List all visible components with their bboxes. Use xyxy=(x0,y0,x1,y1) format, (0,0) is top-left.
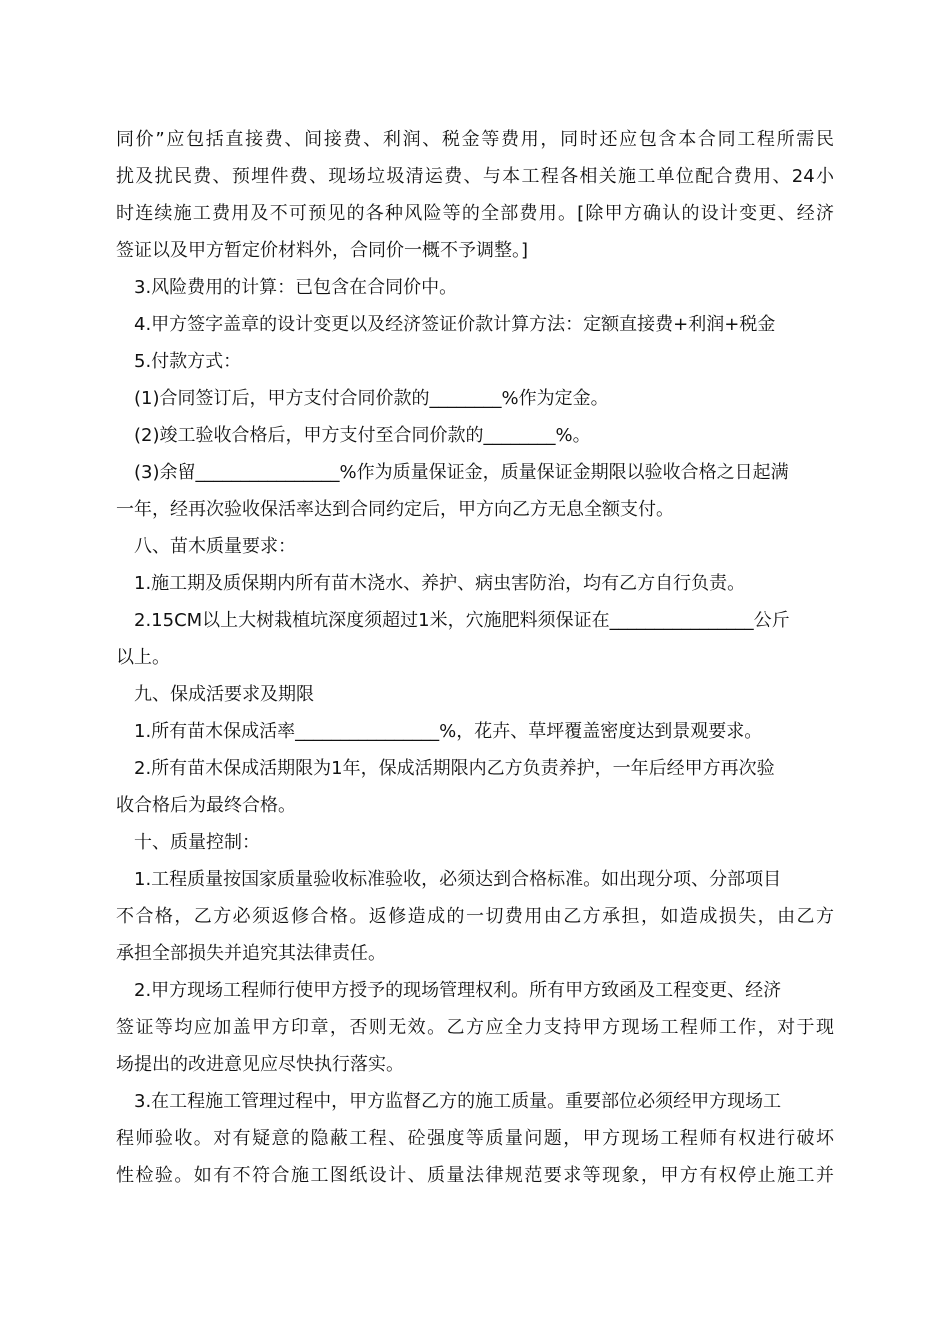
text-line: 场提出的改进意见应尽快执行落实。 xyxy=(116,1054,404,1075)
text-line: 签证等均应加盖甲方印章，否则无效。乙方应全力支持甲方现场工程师工作，对于现 xyxy=(116,1017,834,1038)
text-line: 1.所有苗木保成活率________________%，花卉、草坪覆盖密度达到景观要求。 xyxy=(134,721,763,742)
text-line: 以上。 xyxy=(116,647,170,668)
text-line: (1)合同签订后，甲方支付合同价款的________%作为定金。 xyxy=(134,388,609,409)
text-line: 程师验收。对有疑意的隐蔽工程、砼强度等质量问题，甲方现场工程师有权进行破坏 xyxy=(116,1128,834,1149)
text-line: 2.15CM以上大树栽植坑深度须超过1米，穴施肥料须保证在________________公斤 xyxy=(134,610,790,631)
text-line: 3.在工程施工管理过程中，甲方监督乙方的施工质量。重要部位必须经甲方现场工 xyxy=(134,1091,782,1112)
text-line: 一年，经再次验收保活率达到合同约定后，甲方向乙方无息全额支付。 xyxy=(116,499,674,520)
text-line: 收合格后为最终合格。 xyxy=(116,795,296,816)
section-heading: 八、苗木质量要求： xyxy=(134,536,296,557)
text-line: 签证以及甲方暂定价材料外，合同价一概不予调整。] xyxy=(116,240,529,261)
text-line: 时连续施工费用及不可预见的各种风险等的全部费用。[除甲方确认的设计变更、经济 xyxy=(116,203,834,224)
text-line: 1.工程质量按国家质量验收标准验收，必须达到合格标准。如出现分项、分部项目 xyxy=(134,869,782,890)
text-line: 不合格，乙方必须返修合格。返修造成的一切费用由乙方承担，如造成损失，由乙方 xyxy=(116,906,834,927)
text-line: (2)竣工验收合格后，甲方支付至合同价款的________%。 xyxy=(134,425,591,446)
text-line: 1.施工期及质保期内所有苗木浇水、养护、病虫害防治，均有乙方自行负责。 xyxy=(134,573,746,594)
text-line: 性检验。如有不符合施工图纸设计、质量法律规范要求等现象，甲方有权停止施工并 xyxy=(116,1165,834,1186)
text-line: (3)余留________________%作为质量保证金，质量保证金期限以验收合格之日起满 xyxy=(134,462,789,483)
text-line: 2.甲方现场工程师行使甲方授予的现场管理权利。所有甲方致函及工程变更、经济 xyxy=(134,980,782,1001)
text-line: 5.付款方式： xyxy=(134,351,242,372)
text-line: 承担全部损失并追究其法律责任。 xyxy=(116,943,386,964)
text-line: 3.风险费用的计算：已包含在合同价中。 xyxy=(134,277,458,298)
text-line: 同价”应包括直接费、间接费、利润、税金等费用，同时还应包含本合同工程所需民 xyxy=(116,129,834,150)
section-heading: 九、保成活要求及期限 xyxy=(134,684,314,705)
text-line: 4.甲方签字盖章的设计变更以及经济签证价款计算方法：定额直接费+利润+税金 xyxy=(134,314,776,335)
section-heading: 十、质量控制： xyxy=(134,832,260,853)
text-line: 扰及扰民费、预埋件费、现场垃圾清运费、与本工程各相关施工单位配合费用、24小 xyxy=(116,166,834,187)
text-line: 2.所有苗木保成活期限为1年，保成活期限内乙方负责养护，一年后经甲方再次验 xyxy=(134,758,775,779)
